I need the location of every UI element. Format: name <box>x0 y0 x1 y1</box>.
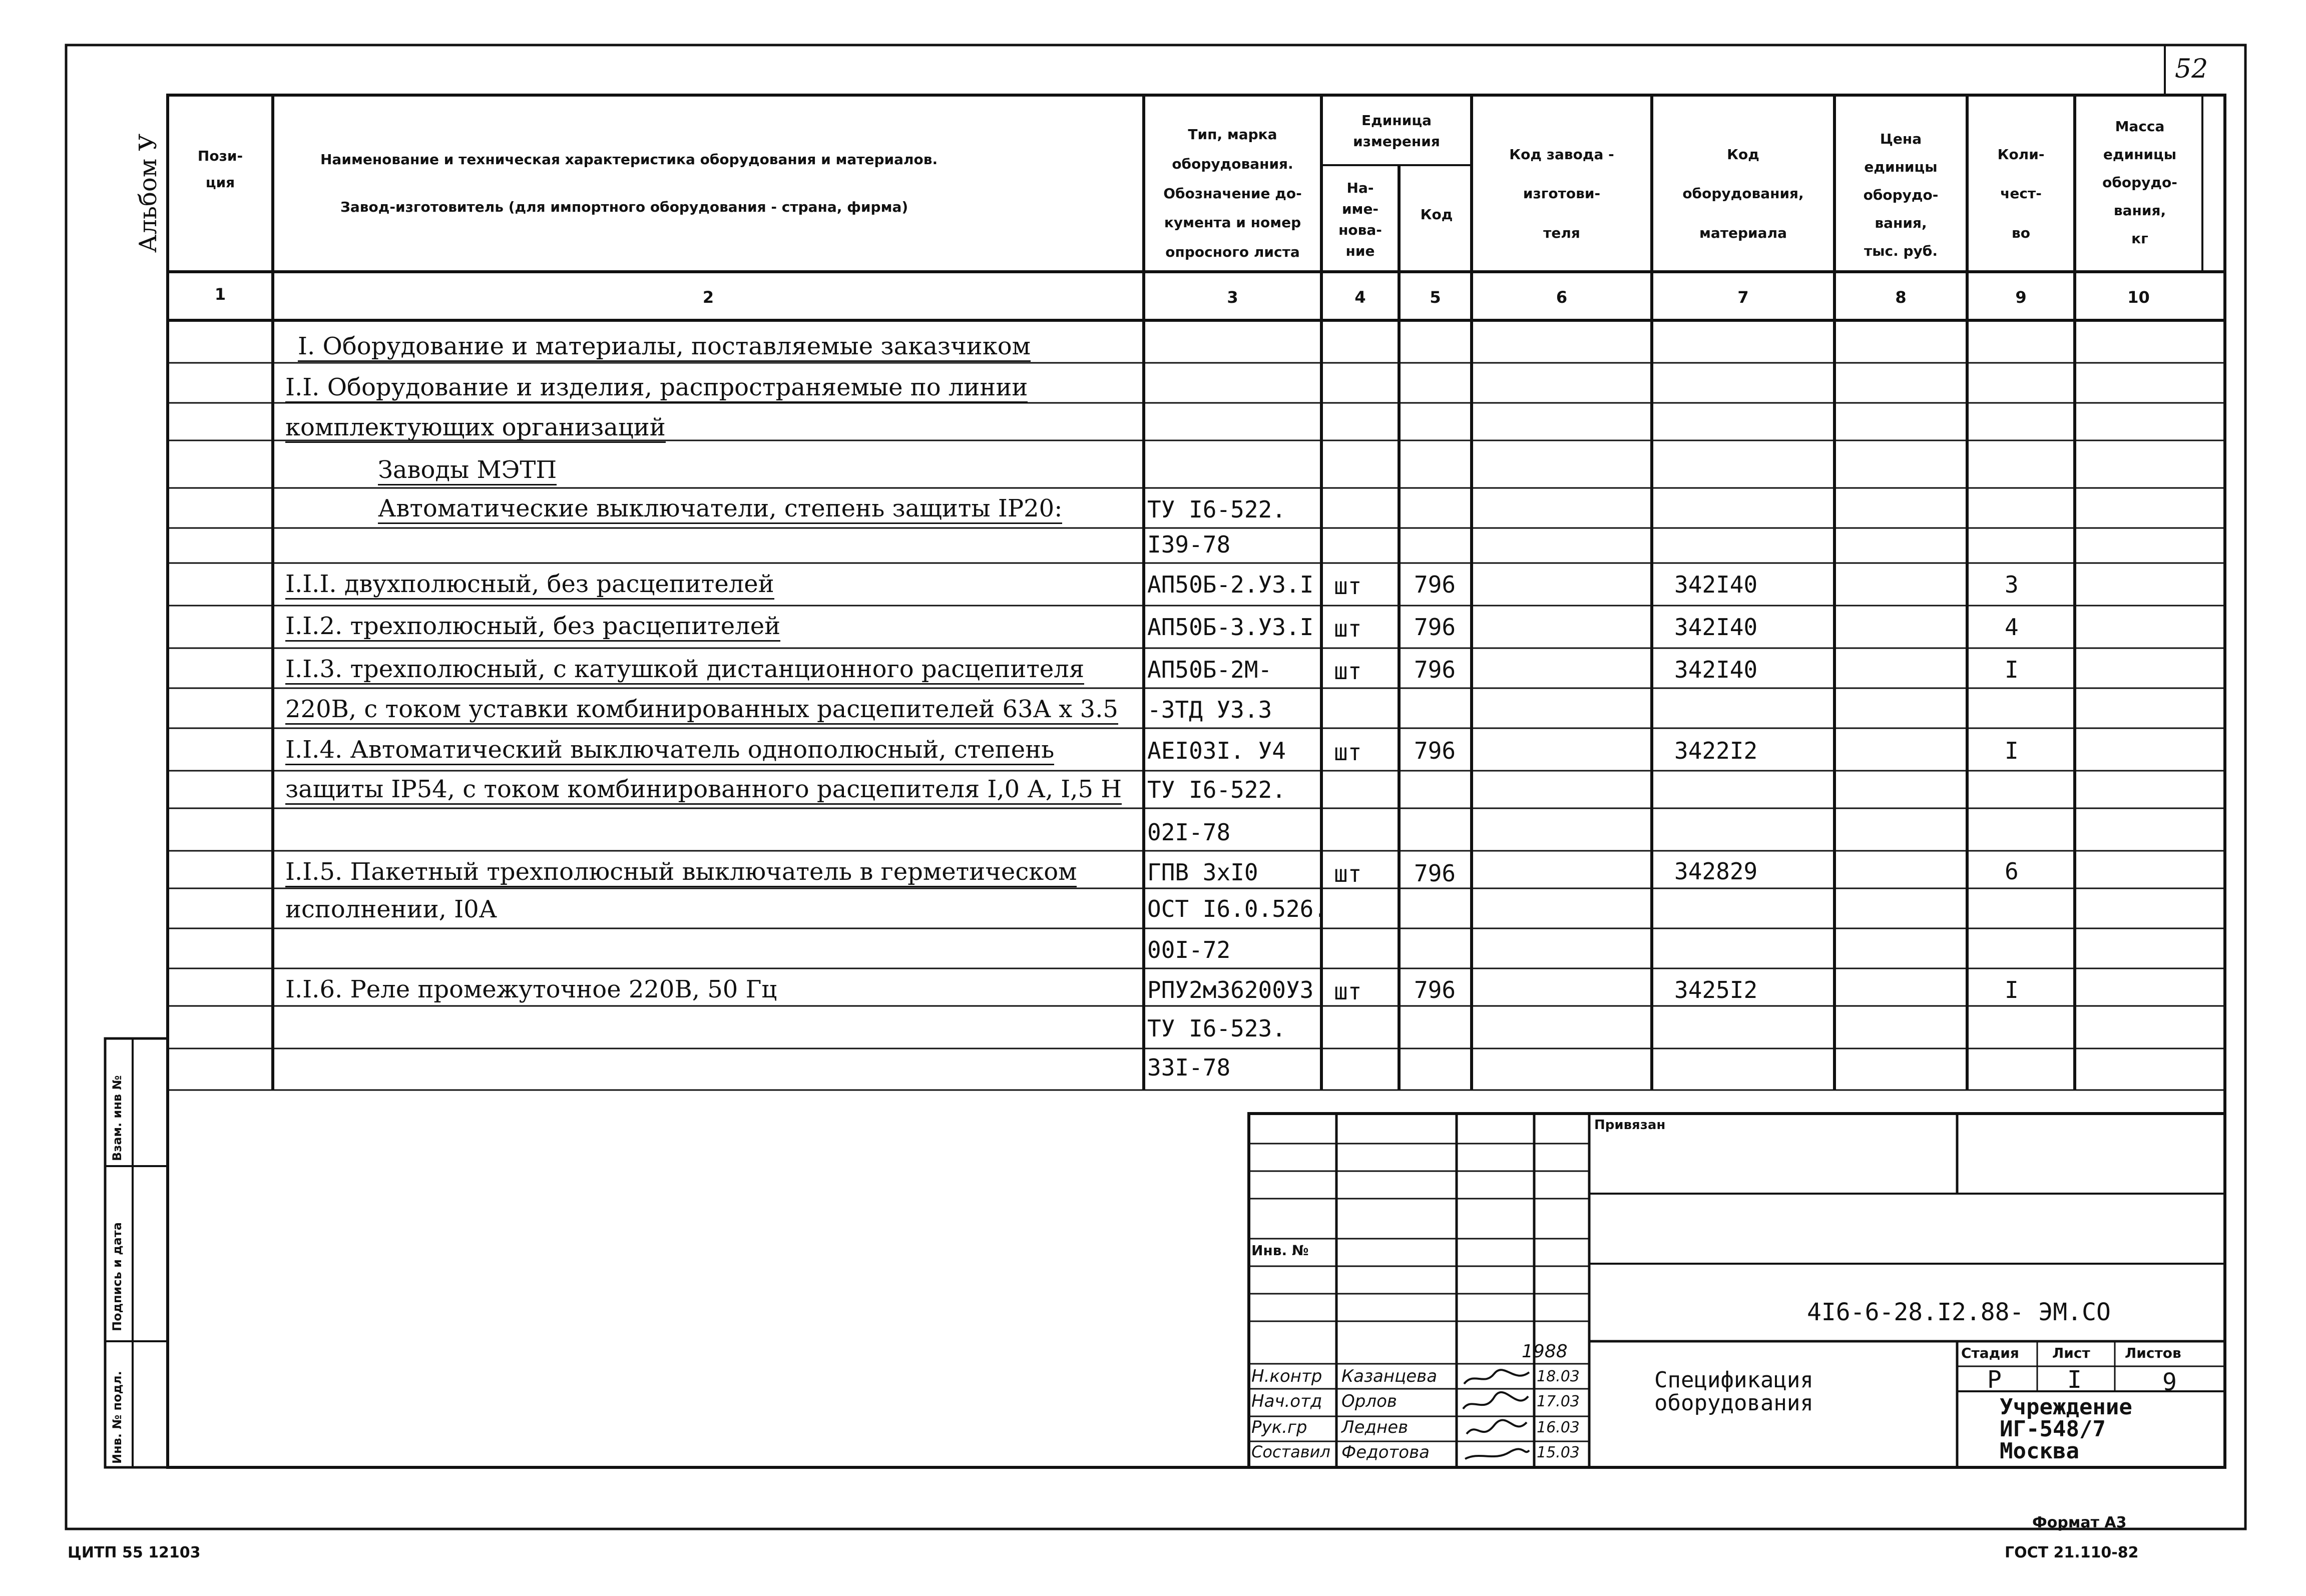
colnum-9: 9 <box>2015 288 2027 307</box>
stage-label: Стадия <box>1961 1345 2019 1361</box>
row-name-16: I.I.6. Реле промежуточное 220В, 50 Гц <box>285 975 777 1003</box>
signer-date-3: 15.03 <box>1537 1444 1580 1461</box>
header-name: Наименование и техническая характеристика оборудования и материалов. <box>320 151 938 168</box>
year: 1988 <box>1522 1341 1568 1362</box>
row-type-12: 02I-78 <box>1147 819 1231 846</box>
organization: Учреждение ИГ-548/7 Москва <box>2000 1394 2132 1464</box>
row-type-14: ОСТ I6.0.526. <box>1147 895 1328 922</box>
row-name-7: I.I.2. трехполюсный, без расцепителей <box>285 614 780 638</box>
row-code-8: 796 <box>1414 656 1456 683</box>
row-name-9: 220В, с током уставки комбинированных расцепителей 63А х 3.5 <box>285 697 1118 721</box>
row-code-6: 796 <box>1414 571 1456 598</box>
colnum-4: 4 <box>1354 288 1366 307</box>
row-unit-7: шт <box>1334 615 1362 642</box>
row-type-5: I39-78 <box>1147 531 1231 558</box>
header-quantity: Коли- чест- во <box>1997 146 2045 241</box>
colnum-3: 3 <box>1227 288 1238 307</box>
side-label-vzam: Взам. инв № <box>110 1075 124 1161</box>
signer-name-2: Леднев <box>1341 1417 1409 1437</box>
signer-role-1: Нач.отд <box>1251 1391 1322 1411</box>
signer-name-3: Федотова <box>1341 1442 1430 1462</box>
row-type-10: АЕI03I. У4 <box>1147 737 1286 764</box>
row-type-17: ТУ I6-523. <box>1147 1015 1286 1042</box>
row-type-18: 33I-78 <box>1147 1054 1231 1081</box>
row-name-3: Заводы МЭТП <box>378 458 557 482</box>
signer-role-3: Составил <box>1251 1442 1330 1461</box>
colnum-8: 8 <box>1895 288 1907 307</box>
row-qty-8: I <box>2005 656 2019 683</box>
signer-role-2: Рук.гр <box>1251 1417 1307 1437</box>
gost-label: ГОСТ 21.110-82 <box>2005 1544 2139 1561</box>
inv-no-label: Инв. № <box>1251 1242 1309 1259</box>
row-unit-8: шт <box>1334 658 1362 685</box>
header-manufacturer: Завод-изготовитель (для импортного оборудования - страна, фирма) <box>340 199 908 215</box>
colnum-2: 2 <box>702 288 714 307</box>
signer-date-0: 18.03 <box>1537 1368 1580 1385</box>
row-code-13: 796 <box>1414 860 1456 887</box>
privyazan-label: Привязан <box>1594 1118 1666 1133</box>
row-equip-7: 342I40 <box>1674 614 1758 641</box>
row-name-1: I.I. Оборудование и изделия, распространяемые по линии <box>285 375 1028 399</box>
signer-role-0: Н.контр <box>1251 1366 1322 1386</box>
row-name-8: I.I.3. трехполюсный, с катушкой дистанционного расцепителя <box>285 657 1084 681</box>
header-equipment-code: Код оборудования, материала <box>1682 146 1804 241</box>
row-unit-10: шт <box>1334 739 1362 766</box>
header-type: Тип, марка оборудования. Обозначение до- кумента и номер опросного листа <box>1163 126 1302 261</box>
row-type-9: -3ТД У3.3 <box>1147 696 1272 723</box>
header-mass: Масса единицы оборудо- вания, кг <box>2102 118 2177 247</box>
sheets-label: Листов <box>2125 1345 2181 1361</box>
row-unit-16: шт <box>1334 978 1362 1005</box>
row-code-7: 796 <box>1414 614 1456 641</box>
header-unit: Единица измерения <box>1353 112 1440 150</box>
colnum-7: 7 <box>1737 288 1749 307</box>
row-type-13: ГПВ 3хI0 <box>1147 859 1258 886</box>
side-label-sign: Подпись и дата <box>110 1222 124 1331</box>
row-type-16: РПУ2м36200У3 <box>1147 976 1314 1003</box>
row-type-11: ТУ I6-522. <box>1147 776 1286 803</box>
header-unit-code: Код <box>1420 206 1453 223</box>
signer-name-1: Орлов <box>1341 1391 1397 1411</box>
header-factory-code: Код завода - изготови- теля <box>1509 146 1614 241</box>
header-unit-name: На- име- нова- ние <box>1338 180 1382 259</box>
album-label: Альбом У <box>134 133 162 253</box>
header-position: Пози- ция <box>197 148 243 191</box>
row-equip-8: 342I40 <box>1674 656 1758 683</box>
side-label-inv: Инв. № подл. <box>110 1371 124 1464</box>
sheet-value: I <box>2067 1366 2082 1394</box>
row-code-16: 796 <box>1414 976 1456 1003</box>
footer-code: ЦИТП 55 12103 <box>68 1544 201 1561</box>
row-qty-13: 6 <box>2005 858 2019 885</box>
row-type-15: 00I-72 <box>1147 936 1231 963</box>
row-type-7: АП50Б-3.У3.I <box>1147 614 1314 641</box>
row-unit-6: шт <box>1334 573 1362 600</box>
row-equip-13: 342829 <box>1674 858 1758 885</box>
signer-date-1: 17.03 <box>1537 1393 1580 1410</box>
row-name-0: I. Оборудование и материалы, поставляемые заказчиком <box>298 334 1031 358</box>
row-qty-16: I <box>2005 976 2019 1003</box>
row-equip-16: 3425I2 <box>1674 976 1758 1003</box>
colnum-1: 1 <box>214 285 226 304</box>
colnum-6: 6 <box>1556 288 1568 307</box>
row-name-4: Автоматические выключатели, степень защиты IP20: <box>378 496 1062 520</box>
page-number: 52 <box>2175 54 2208 84</box>
row-name-14: исполнении, I0А <box>285 895 497 923</box>
row-type-8: АП50Б-2М- <box>1147 656 1272 683</box>
row-equip-6: 342I40 <box>1674 571 1758 598</box>
document-name: Спецификация оборудования <box>1654 1367 1813 1416</box>
header-price: Цена единицы оборудо- вания, тыс. руб. <box>1863 131 1939 259</box>
sheet-label: Лист <box>2052 1345 2090 1361</box>
row-name-2: комплектующих организаций <box>285 415 666 439</box>
sheets-value: 9 <box>2162 1368 2177 1396</box>
designation-code: 4I6-6-28.I2.88- ЭМ.СО <box>1807 1298 2111 1326</box>
signature-scribbles <box>1459 1366 1534 1466</box>
row-type-4: ТУ I6-522. <box>1147 496 1286 523</box>
row-code-10: 796 <box>1414 737 1456 764</box>
row-qty-7: 4 <box>2005 614 2019 641</box>
signer-date-2: 16.03 <box>1537 1419 1580 1436</box>
row-name-6: I.I.I. двухполюсный, без расцепителей <box>285 572 774 596</box>
colnum-5: 5 <box>1430 288 1441 307</box>
row-name-11: защиты IP54, с током комбинированного расцепителя I,0 А, I,5 Н <box>285 777 1122 801</box>
signer-name-0: Казанцева <box>1341 1366 1438 1386</box>
row-name-10: I.I.4. Автоматический выключатель однополюсный, степень <box>285 738 1054 762</box>
row-qty-6: 3 <box>2005 571 2019 598</box>
stage-value: Р <box>1987 1366 2002 1394</box>
row-name-13: I.I.5. Пакетный трехполюсный выключатель в герметическом <box>285 860 1077 884</box>
row-type-6: АП50Б-2.У3.I <box>1147 571 1314 598</box>
row-equip-10: 3422I2 <box>1674 737 1758 764</box>
row-qty-10: I <box>2005 737 2019 764</box>
colnum-10: 10 <box>2127 288 2150 307</box>
row-unit-13: шт <box>1334 860 1362 887</box>
format-label: Формат А3 <box>2032 1514 2127 1531</box>
